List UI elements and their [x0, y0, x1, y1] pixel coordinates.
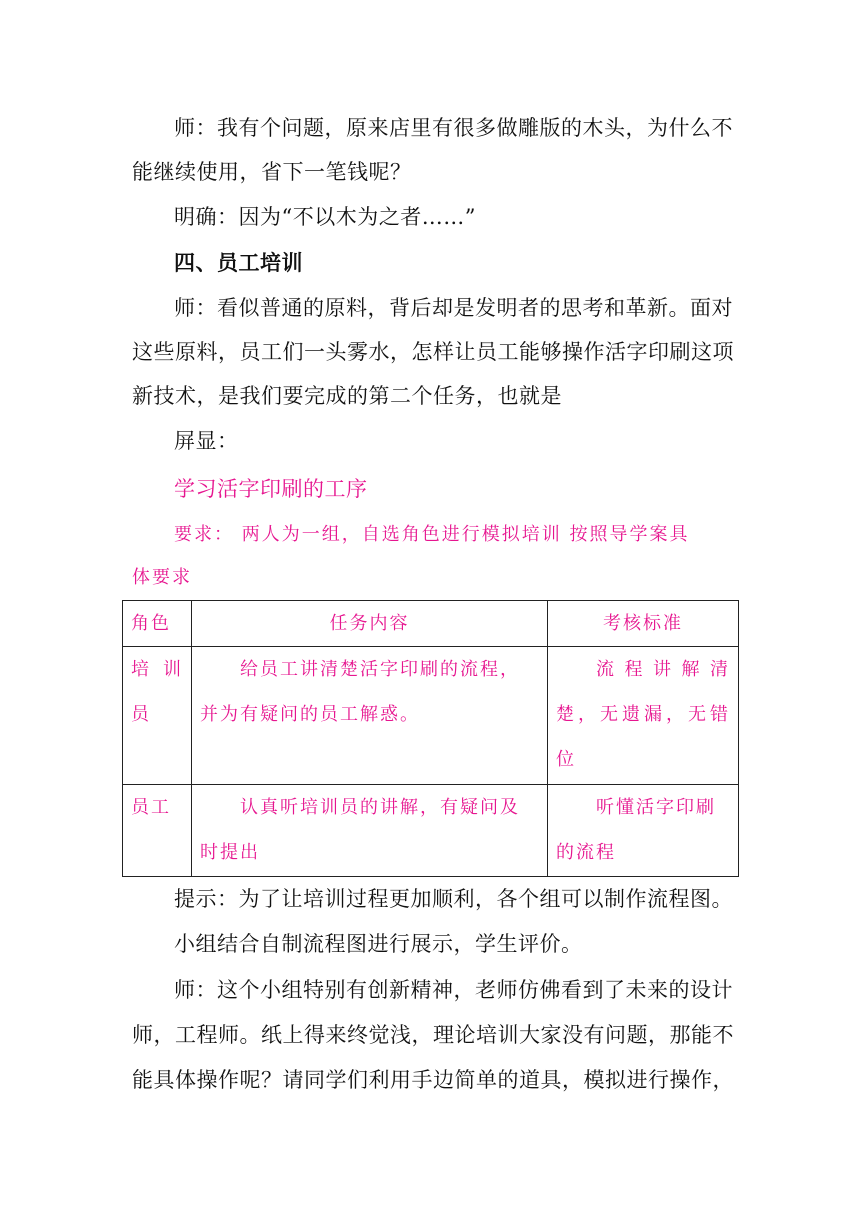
- screen-display-label: 屏显：: [174, 429, 239, 453]
- paragraph-teacher-line1: 师：看似普通的原料，背后却是发明者的思考和革新。面对: [174, 296, 733, 320]
- requirement-line1: 要求： 两人为一组，自选角色进行模拟培训 按照导学案具: [174, 524, 690, 545]
- section-heading-4: 四、员工培训: [174, 250, 303, 275]
- table-row: [123, 785, 739, 877]
- paragraph-clarification: 明确：因为“不以木为之者……”: [174, 205, 476, 229]
- cell-task: 给员工讲清楚活字印刷的流程，并为有疑问的员工解惑。: [192, 647, 548, 785]
- header-role: 角色: [123, 601, 192, 647]
- table-header-row: [123, 601, 739, 647]
- paragraph-teacher-question-line2: 能继续使用，省下一笔钱呢？: [132, 160, 412, 184]
- paragraph-teacher-comment-line3: 能具体操作呢？请同学们利用手边简单的道具，模拟进行操作，: [132, 1068, 734, 1092]
- paragraph-teacher-comment-line2: 师，工程师。纸上得来终觉浅，理论培训大家没有问题，那能不: [132, 1023, 734, 1047]
- cell-task: 认真听培训员的讲解，有疑问及时提出: [192, 785, 548, 877]
- table-row: [123, 647, 739, 785]
- cell-role: 员工: [123, 785, 192, 877]
- paragraph-teacher-comment-line1: 师：这个小组特别有创新精神，老师仿佛看到了未来的设计: [174, 978, 733, 1002]
- cell-criteria: 流程讲解清楚，无遗漏，无错位: [548, 647, 739, 785]
- training-task-table: [122, 600, 739, 877]
- task-title: 学习活字印刷的工序: [174, 477, 368, 501]
- paragraph-teacher-line3: 新技术，是我们要完成的第二个任务，也就是: [132, 384, 562, 408]
- paragraph-teacher-line2: 这些原料，员工们一头雾水，怎样让员工能够操作活字印刷这项: [132, 340, 734, 364]
- cell-criteria: 听懂活字印刷的流程: [548, 785, 739, 877]
- cell-role: 培训员: [123, 647, 192, 785]
- header-task: 任务内容: [192, 601, 548, 647]
- paragraph-group-display: 小组结合自制流程图进行展示，学生评价。: [174, 932, 583, 956]
- requirement-line2: 体要求: [132, 567, 192, 588]
- paragraph-hint: 提示：为了让培训过程更加顺利，各个组可以制作流程图。: [174, 887, 733, 911]
- paragraph-teacher-question-line1: 师：我有个问题，原来店里有很多做雕版的木头，为什么不: [174, 116, 733, 140]
- header-criteria: 考核标准: [548, 601, 739, 647]
